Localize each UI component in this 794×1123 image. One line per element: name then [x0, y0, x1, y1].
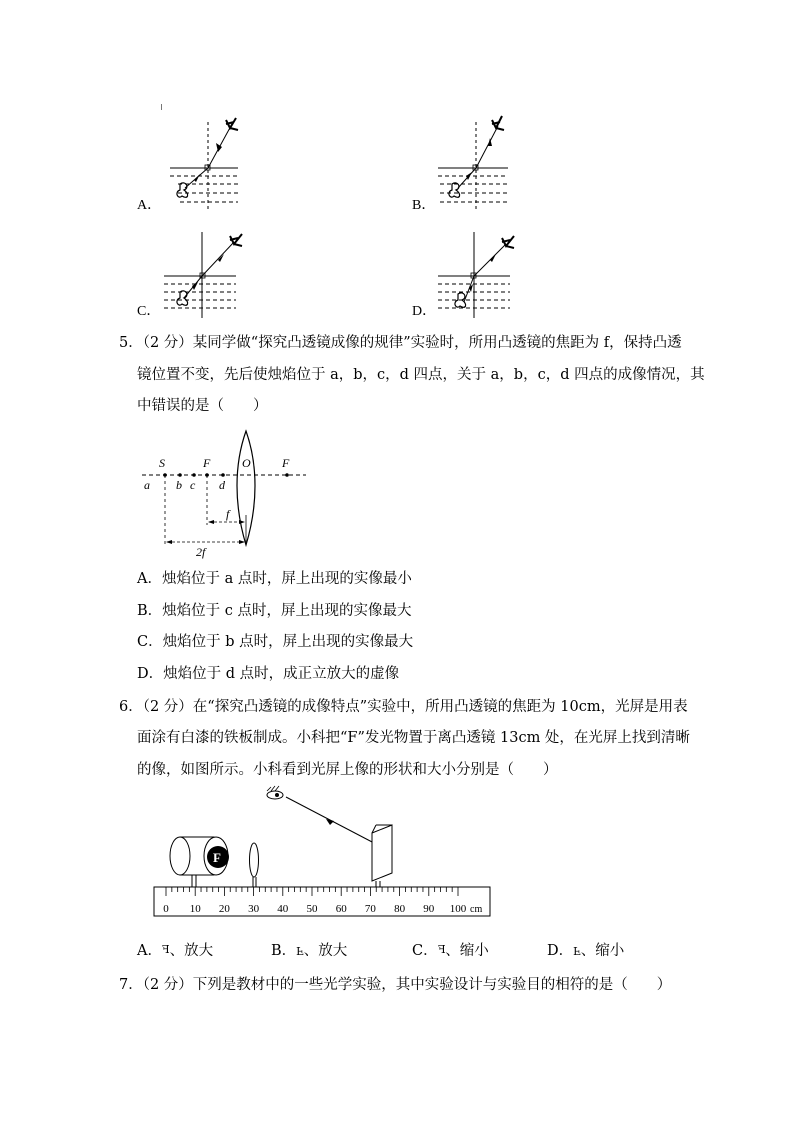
- label-F-left: F: [203, 456, 211, 470]
- ruler: [154, 887, 490, 916]
- q6-option-d-letter: D．: [547, 943, 574, 959]
- light-source-f: [170, 837, 229, 887]
- ruler-tick-label: 90: [423, 903, 435, 915]
- q4-figures: [0, 0, 794, 320]
- label-b: b: [176, 478, 182, 492]
- q7-stem: 7．（2 分）下列是教材中的一些光学实验，其中实验设计与实验目的相符的是（ ）: [119, 977, 672, 993]
- q6-option-a-letter: A．: [137, 943, 162, 959]
- q6-option-d[interactable]: [547, 940, 624, 961]
- q4-figure-d: [434, 228, 534, 318]
- label-S: S: [159, 456, 165, 470]
- q5-option-a[interactable]: A．烛焰位于 a 点时，屏上出现的实像最小: [137, 571, 412, 587]
- q4-option-b-label[interactable]: B．: [412, 198, 436, 213]
- q5-lens-diagram: [136, 425, 316, 560]
- label-c: c: [190, 478, 196, 492]
- label-2f: 2f: [196, 545, 206, 559]
- q6-option-d-text: 、缩小: [580, 943, 625, 959]
- q6-options: [137, 940, 657, 962]
- q6-stem-line3: 的像，如图所示。小科看到光屏上像的形状和大小分别是（ ）: [137, 762, 558, 778]
- source-letter: F: [213, 850, 221, 865]
- q5-option-c[interactable]: C．烛焰位于 b 点时，屏上出现的实像最大: [137, 634, 414, 650]
- q4-option-d-label[interactable]: D．: [412, 304, 437, 319]
- q6-option-a[interactable]: [137, 940, 213, 961]
- label-a: a: [144, 478, 150, 492]
- q4-option-a-label[interactable]: A．: [137, 198, 162, 213]
- q6-option-b-letter: B．: [271, 943, 297, 959]
- q4-figure-b: [428, 110, 528, 210]
- f-upright-mirrored-icon: F: [161, 943, 170, 956]
- ruler-tick-label: 20: [218, 903, 230, 915]
- ruler-unit: cm: [470, 904, 483, 915]
- f-inverted-icon: F: [573, 944, 581, 957]
- q5-stem-line1: 5．（2 分）某同学做“探究凸透镜成像的规律”实验时，所用凸透镜的焦距为 f，保持凸透: [119, 335, 682, 351]
- label-O: O: [242, 456, 251, 470]
- q4-option-c-label[interactable]: C．: [137, 304, 161, 319]
- q4-figure-c: [160, 228, 260, 318]
- q6-option-c-text: 、缩小: [445, 943, 489, 959]
- q6-stem-line1: 6．（2 分）在“探究凸透镜的成像特点”实验中，所用凸透镜的焦距为 10cm，光屏是用表: [119, 699, 688, 715]
- label-F-right: F: [282, 456, 290, 470]
- q4-figure-a: [160, 110, 260, 210]
- q6-option-a-text: 、放大: [169, 943, 214, 959]
- q6-option-c[interactable]: [412, 940, 489, 961]
- q6-option-b[interactable]: [271, 940, 347, 961]
- ruler-tick-label: 0: [163, 903, 169, 915]
- q6-stem-line2: 面涂有白漆的铁板制成。小科把“F”发光物置于离凸透镜 13cm 处，在光屏上找到清晰: [137, 730, 690, 746]
- q6-option-b-text: 、放大: [303, 943, 348, 959]
- q5-stem-line2: 镜位置不变，先后使烛焰位于 a，b，c，d 四点，关于 a，b，c，d 四点的成像情况，其: [137, 367, 705, 383]
- eye-icon: [267, 786, 283, 799]
- ruler-tick-label: 30: [248, 903, 260, 915]
- ruler-tick-label: 10: [189, 903, 201, 915]
- ruler-tick-label: 50: [306, 903, 318, 915]
- ruler-tick-label: 70: [364, 903, 376, 915]
- label-d: d: [219, 478, 225, 492]
- ruler-tick-label: 100: [449, 903, 467, 915]
- f-upright-mirrored-icon: F: [437, 943, 446, 956]
- ruler-tick-label: 80: [394, 903, 406, 915]
- f-inverted-icon: F: [296, 944, 304, 957]
- label-f: f: [226, 507, 230, 521]
- light-screen: [372, 825, 392, 887]
- q6-option-c-letter: C．: [412, 943, 438, 959]
- ruler-tick-label: 40: [277, 903, 289, 915]
- q5-stem-line3: 中错误的是（ ）: [137, 398, 268, 414]
- ruler-tick-label: 60: [335, 903, 347, 915]
- q5-option-b[interactable]: B．烛焰位于 c 点时，屏上出现的实像最大: [137, 603, 412, 619]
- q6-optical-bench-diagram: [150, 785, 495, 920]
- convex-lens: [250, 843, 259, 887]
- q5-option-d[interactable]: D．烛焰位于 d 点时，成正立放大的虚像: [137, 666, 400, 682]
